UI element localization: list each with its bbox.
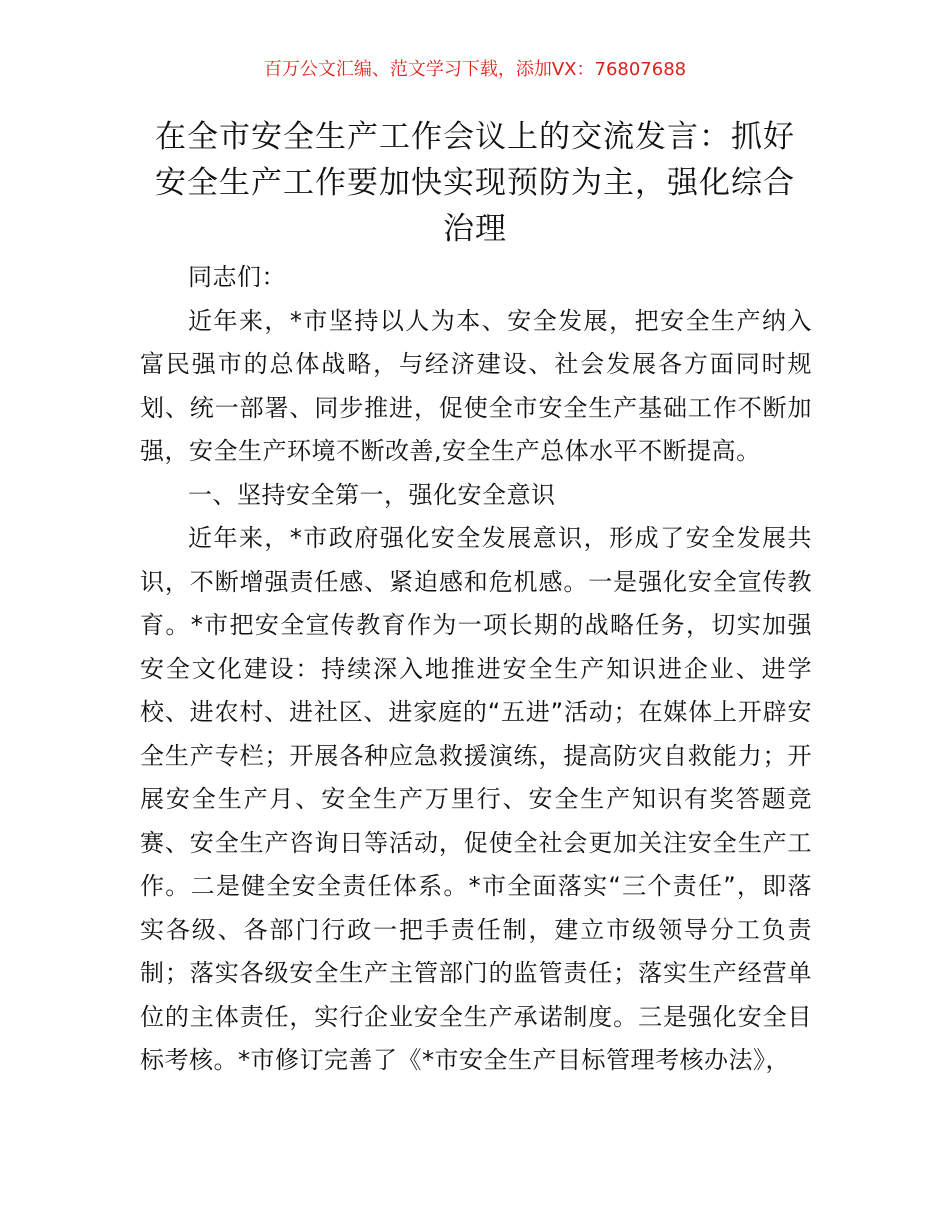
document-title: 在全市安全生产工作会议上的交流发言：抓好安全生产工作要加快实现预防为主，强化综合治理 <box>155 119 795 247</box>
section-heading: 一、坚持安全第一，强化安全意识 <box>188 480 556 509</box>
header-watermark-note: 百万公文汇编、范文学习下载，添加VX：76807688 <box>263 59 687 80</box>
greeting-paragraph: 同志们： <box>188 263 286 291</box>
body-paragraph: 近年来，*市政府强化安全发展意识，形成了安全发展共识，不断增强责任感、紧迫感和危机感。一是强化安全宣传教育。*市把安全宣传教育作为一项长期的战略任务，切实加强安全文化建设：持续深入地推进安全生产知识进企业、进学校、进农村、进社区、进家庭的“五进”活动；在媒体上开辟安全生产专栏；开展各种应急救援演练，提高防灾自救能力；开展安全生产月、安全生产万里行、安全生产知识有奖答题竞赛、安全生产咨询日等活动，促使全社会更加关注安全生产工作。二是健全安全责任体系。*市全面落实“三个责任”，即落实各级、各部门行政一把手责任制，建立市级领导分工负责制；落实各级安全生产主管部门的监管责任；落实生产经营单位的主体责任，实行企业安全生产承诺制度。三是强化安全目标考核。*市修订完善了《*市安全生产目标管理考核办法》， <box>140 524 812 1074</box>
body-paragraph: 近年来，*市坚持以人为本、安全发展，把安全生产纳入富民强市的总体战略，与经济建设、社会发展各方面同时规划、统一部署、同步推进，促使全市安全生产基础工作不断加强，安全生产环境不断改善,安全生产总体水平不断提高。 <box>140 306 812 465</box>
document-body <box>140 256 812 1083</box>
